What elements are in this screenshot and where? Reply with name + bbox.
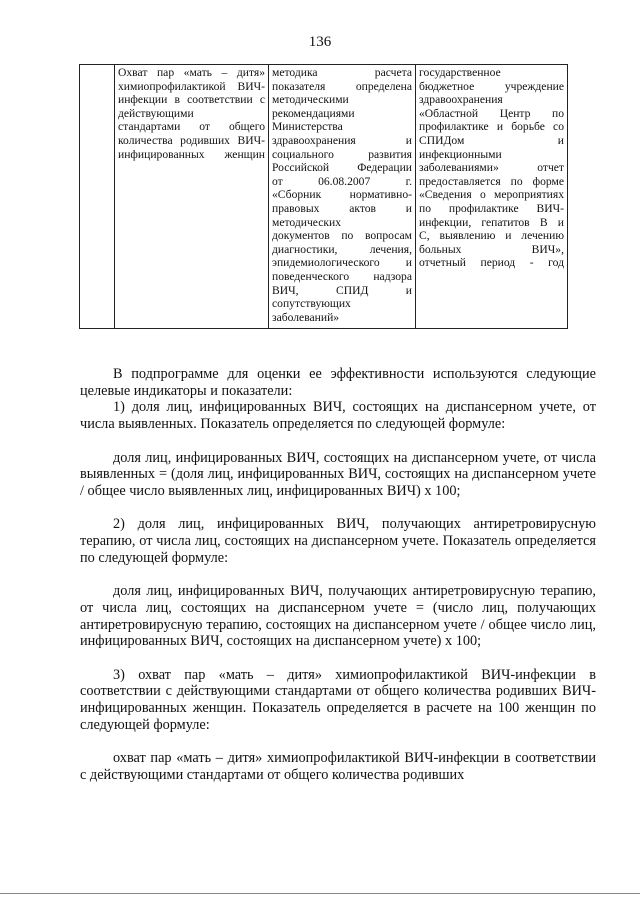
table-cell-line: инфекционными (419, 147, 502, 161)
table-cell-line: правовых актов и (272, 201, 412, 215)
table-cell-line: документов по вопросам (272, 229, 412, 243)
table-cell-line: С, выявлению и лечению (419, 229, 564, 243)
document-body (80, 366, 596, 784)
table-cell-line: социального развития (272, 147, 412, 161)
intro-paragraph: В подпрограмме для оценки ее эффективности используются следующие целевые индикаторы и показатели: (80, 366, 596, 399)
indicator-2-title: 2) доля лиц, инфицированных ВИЧ, получающих антиретровирусную терапию, от числа лиц, состоящих на диспансерном учете. Показатель определяется по следующей формуле: (80, 516, 596, 566)
table-cell-line: инфекции в соответствии с (118, 93, 265, 107)
table-cell-line: действующими (118, 106, 194, 120)
indicator-3-title: 3) охват пар «мать – дитя» химиопрофилактикой ВИЧ-инфекции в соответствии с действующими стандартами от общего количества родивших ВИЧ-инфицированных женщин. Показатель определяется в расчете на 100 женщин по следующей формуле: (80, 666, 596, 733)
table-cell-line: государственное (419, 66, 501, 79)
data-source-cell (416, 65, 568, 329)
indicator-table (79, 64, 568, 329)
table-cell-line: заболеваний» (272, 310, 340, 324)
table-cell-line: здравоохранения и (272, 133, 412, 147)
table-cell-line: по профилактике ВИЧ- (419, 201, 564, 215)
table-cell-line: химиопрофилактикой ВИЧ- (118, 79, 265, 93)
table-cell-line: стандартами от общего (118, 120, 265, 134)
table-cell-line: «Сведения о мероприятиях (419, 188, 564, 202)
indicator-name-cell (115, 65, 269, 329)
table-cell-line: сопутствующих (272, 297, 351, 311)
indicator-1-formula: доля лиц, инфицированных ВИЧ, состоящих на диспансерном учете, от числа выявленных = (доля лиц, инфицированных ВИЧ, состоящих на диспансерном учете / общее число выявленных лиц, инфицированных ВИЧ) х 100; (80, 449, 596, 499)
table-cell-line: рекомендациями (272, 106, 355, 120)
table-cell-line: отчетный период - год (419, 256, 564, 270)
table-cell-line: «Областной Центр по (419, 106, 564, 120)
row-number-cell (80, 65, 115, 329)
table-row (80, 65, 568, 329)
table-cell-line: диагностики, лечения, (272, 242, 412, 256)
table-cell-line: методических (272, 215, 342, 229)
indicator-1-title: 1) доля лиц, инфицированных ВИЧ, состоящих на диспансерном учете, от числа выявленных. Показатель определяется по следующей формуле: (80, 399, 596, 433)
table-cell-line: СПИДом и (419, 133, 564, 147)
indicator-2-formula: доля лиц, инфицированных ВИЧ, получающих антиретровирусную терапию, от числа лиц, состоящих на диспансерном учете = (число лиц, получающих антиретровирусную терапию, состоящих на диспансерном учете / общее число лиц, инфицированных ВИЧ, состоящих на диспансерном учете) х 100; (80, 583, 596, 650)
table-cell-line: Охват пар «мать – дитя» (118, 66, 265, 79)
table-cell-line: ВИЧ, СПИД и (272, 283, 412, 297)
table-cell-line: Российской Федерации (272, 161, 412, 175)
table-cell-line: показателя определена (272, 79, 412, 93)
table-cell-line: больных ВИЧ», (419, 242, 564, 256)
table-cell-line: Министерства (272, 120, 343, 134)
table-cell-line: количества родивших ВИЧ- (118, 133, 265, 147)
table-cell-line: заболеваниями» отчет (419, 161, 564, 175)
table-cell-line: здравоохранения (419, 93, 503, 107)
methodology-cell (269, 65, 416, 329)
table-cell-line: от 06.08.2007 г. (272, 174, 412, 188)
table-cell-line: методика расчета (272, 66, 412, 79)
table-cell-line: эпидемиологического и (272, 256, 412, 270)
page-number: 136 (308, 34, 332, 50)
indicator-3-formula: охват пар «мать – дитя» химиопрофилактикой ВИЧ-инфекции в соответствии с действующими стандартами от общего количества родивших (80, 750, 596, 783)
page-bottom-rule (0, 893, 640, 894)
table-cell-line: инфекции, гепатитов В и (419, 215, 564, 229)
table-cell-line: профилактике и борьбе со (419, 120, 564, 134)
table-cell-line: предоставляется по форме (419, 174, 564, 188)
table-cell-line: бюджетное учреждение (419, 79, 564, 93)
table-cell-line: поведенческого надзора (272, 269, 412, 283)
table-cell-line: методическими (272, 93, 349, 107)
table-cell-line: «Сборник нормативно- (272, 188, 412, 202)
table-cell-line: инфицированных женщин (118, 147, 265, 161)
